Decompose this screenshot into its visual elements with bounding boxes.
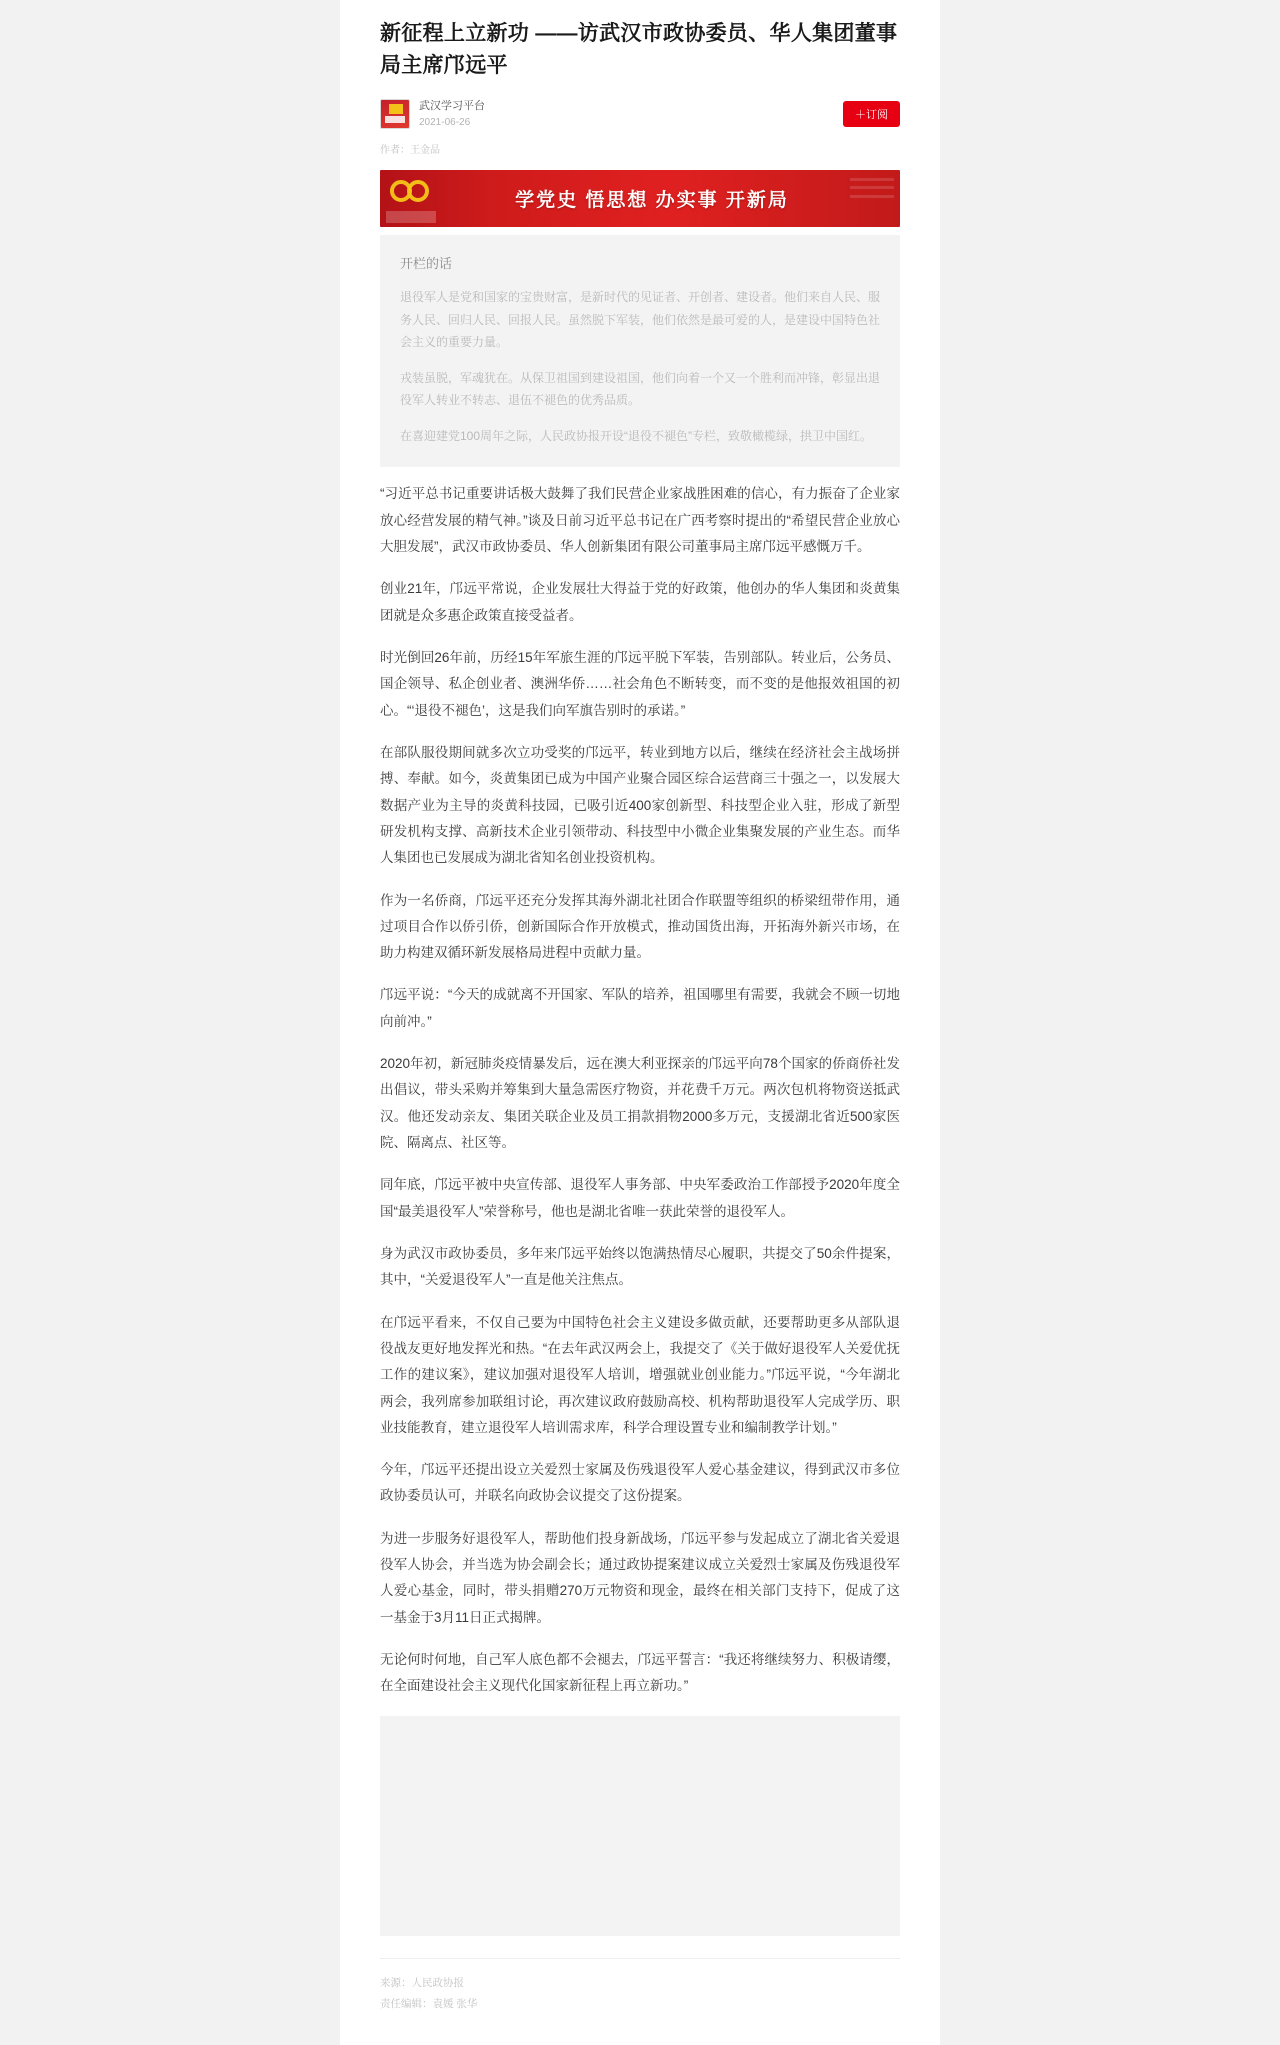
footer-source: 来源：人民政协报: [380, 1976, 464, 1989]
body-paragraph: 身为武汉市政协委员，多年来邝远平始终以饱满热情尽心履职，共提交了50余件提案，其中，“关爱退役军人”一直是他关注焦点。: [380, 1245, 900, 1288]
article-meta-row: [340, 87, 940, 133]
body-paragraph: 在邝远平看来，不仅自己要为中国特色社会主义建设多做贡献，还要帮助更多从部队退役战友更好地发挥光和热。“在去年武汉两会上，我提交了《关于做好退役军人关爱优抚工作的建议案》，建议加强对退役军人培训，增强就业创业能力。”邝远平说，“今年湖北两会，我列席参加联组讨论，再次建议政府鼓励高校、机构帮助退役军人完成学历、职业技能教育，建立退役军人培训需求库，科学合理设置专业和编制教学计划。”: [380, 1314, 900, 1435]
intro-paragraph: 戎装虽脱，军魂犹在。从保卫祖国到建设祖国，他们向着一个又一个胜利而冲锋，彰显出退役军人转业不转志、退伍不褪色的优秀品质。: [400, 370, 881, 408]
intro-title: 开栏的话: [400, 256, 453, 272]
logo-mark-icon: [389, 104, 403, 114]
party-history-banner: [380, 170, 900, 227]
article-body: [340, 467, 940, 1699]
body-paragraph: 邝远平说：“今天的成就离不开国家、军队的培养，祖国哪里有需要，我就会不顾一切地向前冲。”: [380, 987, 900, 1029]
footer-editor: 责任编辑：袁媛 张华: [380, 1997, 478, 2010]
subscribe-button[interactable]: ＋订阅: [843, 101, 900, 127]
emblem-base-icon: [386, 211, 436, 223]
body-paragraph: “习近平总书记重要讲话极大鼓舞了我们民营企业家战胜困难的信心，有力振奋了企业家放心经营发展的精气神。”谈及日前习近平总书记在广西考察时提出的“希望民营企业放心大胆发展”，武汉市政协委员、华人创新集团有限公司董事局主席邝远平感慨万千。: [380, 486, 900, 555]
body-paragraph: 在部队服役期间就多次立功受奖的邝远平，转业到地方以后，继续在经济社会主战场拼搏、奉献。如今，炎黄集团已成为中国产业聚合园区综合运营商三十强之一，以发展大数据产业为主导的炎黄科技园，已吸引近400家创新型、科技型企业入驻，形成了新型研发机构支撑、高新技术企业引领带动、科技型中小微企业集聚发展的产业生态。而华人集团也已发展成为湖北省知名创业投资机构。: [380, 744, 900, 866]
body-paragraph: 作为一名侨商，邝远平还充分发挥其海外湖北社团合作联盟等组织的桥梁纽带作用，通过项目合作以侨引侨，创新国际合作开放模式，推动国货出海，开拓海外新兴市场，在助力构建双循环新发展格局进程中贡献力量。: [380, 892, 900, 961]
intro-paragraph: 退役军人是党和国家的宝贵财富，是新时代的见证者、开创者、建设者。他们来自人民、服务人民、回归人民、回报人民。虽然脱下军装，他们依然是最可爱的人，是建设中国特色社会主义的重要力量。: [400, 290, 881, 349]
intro-box: [380, 235, 900, 467]
body-paragraph: 同年底，邝远平被中央宣传部、退役军人事务部、中央军委政治工作部授予2020年度全国“最美退役军人”荣誉称号，他也是湖北省唯一获此荣誉的退役军人。: [380, 1177, 900, 1219]
source-name: 武汉学习平台: [419, 100, 485, 112]
publish-date: 2021-06-26: [419, 116, 471, 128]
author-line: 作者：王金品: [380, 145, 440, 157]
centenary-emblem-icon: [380, 170, 440, 227]
intro-paragraph: 在喜迎建党100周年之际，人民政协报开设“退役不褪色”专栏，致敬橄榄绿，拱卫中国红。: [400, 429, 873, 444]
article-footer: [380, 1958, 900, 2015]
pagoda-icon: [850, 178, 894, 222]
emblem-ring-right-icon: [407, 180, 429, 202]
page-title: 新征程上立新功 ——访武汉市政协委员、华人集团董事局主席邝远平: [380, 22, 898, 77]
meta-texts: [419, 99, 843, 129]
body-paragraph: 创业21年，邝远平常说，企业发展壮大得益于党的好政策，他创办的华人集团和炎黄集团就是众多惠企政策直接受益者。: [380, 581, 900, 623]
body-paragraph: 为进一步服务好退役军人，帮助他们投身新战场，邝远平参与发起成立了湖北省关爱退役军人协会，并当选为协会副会长；通过政协提案建议成立关爱烈士家属及伤残退役军人爱心基金，同时，带头捐赠270万元物资和现金，最终在相关部门支持下，促成了这一基金于3月11日正式揭牌。: [380, 1530, 900, 1625]
banner-text: 学党史 悟思想 办实事 开新局: [515, 190, 789, 212]
media-placeholder: [380, 1716, 900, 1936]
article-container: [340, 0, 940, 2045]
body-paragraph: 2020年初，新冠肺炎疫情暴发后，远在澳大利亚探亲的邝远平向78个国家的侨商侨社发出倡议，带头采购并筹集到大量急需医疗物资，并花费千万元。两次包机将物资送抵武汉。他还发动亲友、集团关联企业及员工捐款捐物2000多万元，支援湖北省近500家医院、隔离点、社区等。: [380, 1056, 900, 1151]
body-paragraph: 无论何时何地，自己军人底色都不会褪去，邝远平誓言：“我还将继续努力、积极请缨，在全面建设社会主义现代化国家新征程上再立新功。”: [380, 1652, 900, 1694]
body-paragraph: 今年，邝远平还提出设立关爱烈士家属及伤残退役军人爱心基金建议，得到武汉市多位政协委员认可，并联名向政协会议提交了这份提案。: [380, 1462, 900, 1504]
publisher-logo-icon: [380, 99, 410, 129]
body-paragraph: 时光倒回26年前，历经15年军旅生涯的邝远平脱下军装，告别部队。转业后，公务员、国企领导、私企创业者、澳洲华侨……社会角色不断转变，而不变的是他报效祖国的初心。“‘退役不褪色’，这是我们向军旗告别时的承诺。”: [380, 650, 900, 718]
